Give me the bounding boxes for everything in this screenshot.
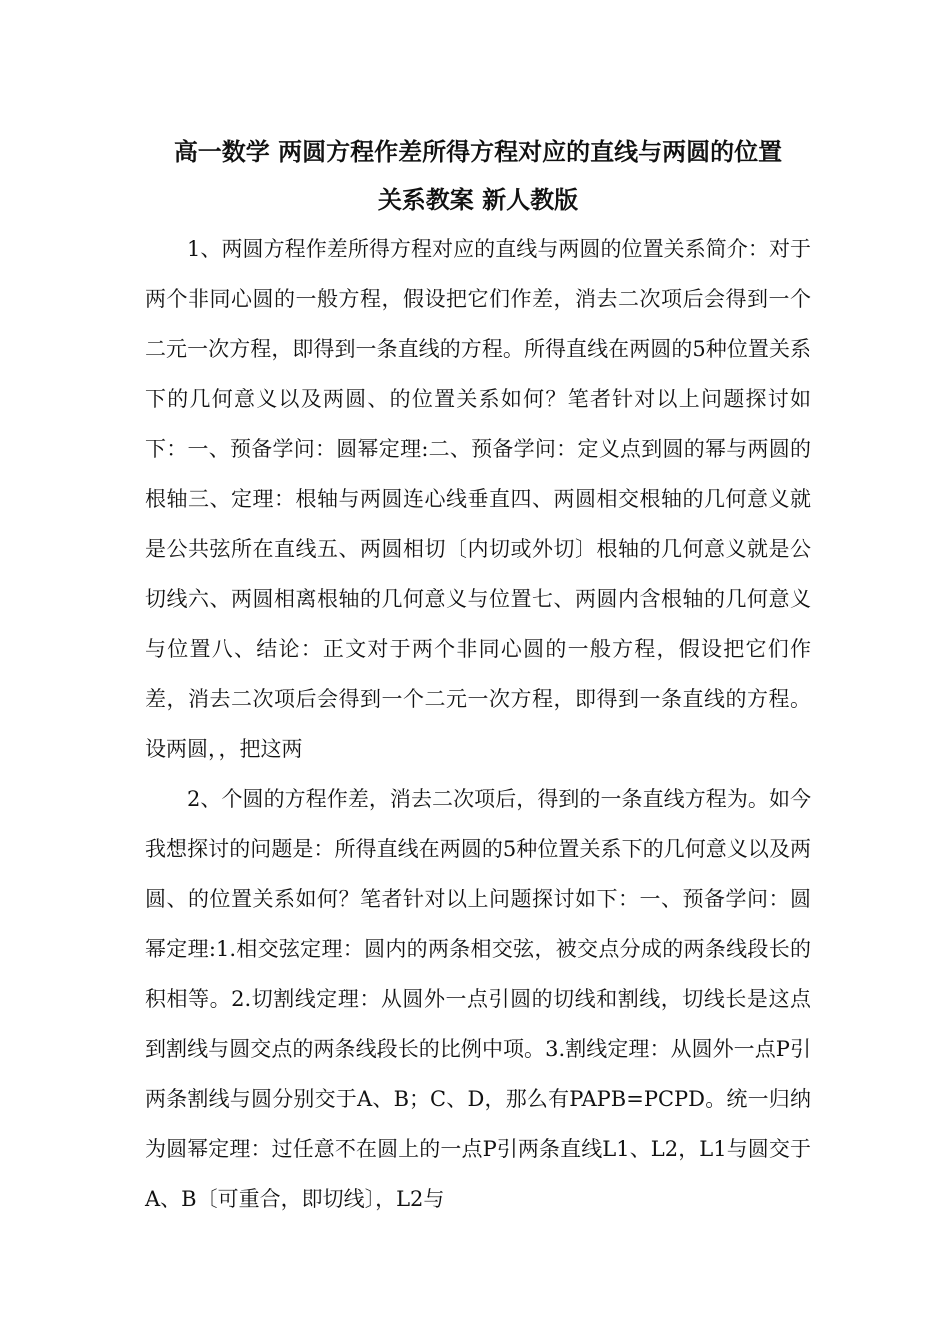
title-line-2: 关系教案 新人教版 — [377, 186, 579, 214]
document-page — [145, 128, 811, 1224]
paragraph-1: 1、两圆方程作差所得方程对应的直线与两圆的位置关系简介：对于两个非同心圆的一般方程，假设把它们作差，消去二次项后会得到一个二元一次方程，即得到一条直线的方程。所得直线在两圆的5种位置关系下的几何意义以及两圆、的位置关系如何？笔者针对以上问题探讨如下：一、预备学问：圆幂定理:二、预备学问：定义点到圆的幂与两圆的根轴三、定理：根轴与两圆连心线垂直四、两圆相交根轴的几何意义就是公共弦所在直线五、两圆相切〔内切或外切〕根轴的几何意义就是公切线六、两圆相离根轴的几何意义与位置七、两圆内含根轴的几何意义与位置八、结论：正文对于两个非同心圆的一般方程，假设把它们作差，消去二次项后会得到一个二元一次方程，即得到一条直线的方程。设两圆，，把这两 — [145, 237, 811, 761]
document-title — [145, 128, 811, 224]
paragraph-2: 2、个圆的方程作差，消去二次项后，得到的一条直线方程为。如今我想探讨的问题是：所得直线在两圆的5种位置关系下的几何意义以及两圆、的位置关系如何？笔者针对以上问题探讨如下：一、预备学问：圆幂定理:1.相交弦定理：圆内的两条相交弦，被交点分成的两条线段长的积相等。2.切割线定理：从圆外一点引圆的切线和割线，切线长是这点到割线与圆交点的两条线段长的比例中项。3.割线定理：从圆外一点P引两条割线与圆分别交于A、B；C、D，那么有PAPB=PCPD。统一归纳为圆幂定理：过任意不在圆上的一点P引两条直线L1、L2，L1与圆交于A、B〔可重合，即切线〕，L2与 — [145, 787, 811, 1211]
title-line-1: 高一数学 两圆方程作差所得方程对应的直线与两圆的位置 — [173, 138, 783, 166]
